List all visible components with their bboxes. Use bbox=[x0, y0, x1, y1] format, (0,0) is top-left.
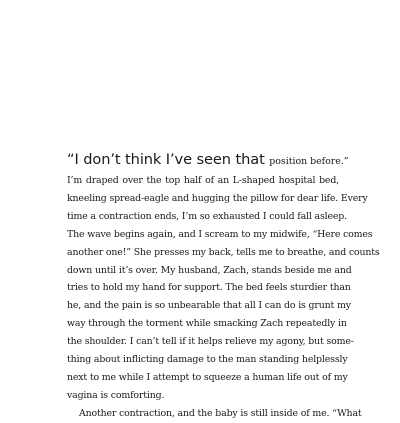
text-line: way through the torment while smacking Zach repeatedly in bbox=[67, 318, 347, 330]
text-line: Another contraction, and the baby is still inside of me. “What bbox=[79, 407, 362, 419]
opening-small-text: position before.” bbox=[269, 156, 349, 167]
chapter-text bbox=[67, 150, 380, 423]
text-line: down until it’s over. My husband, Zach, stands beside me and bbox=[67, 264, 352, 276]
opening-large-text: “I don’t think I’ve seen that bbox=[67, 151, 265, 168]
text-line: thing about inflicting damage to the man standing helplessly bbox=[67, 354, 348, 366]
text-line: I’m draped over the top half of an L-shaped hospital bed, bbox=[67, 175, 339, 186]
paragraph-1 bbox=[67, 172, 380, 405]
text-line: The wave begins again, and I scream to my midwife, “Here comes bbox=[67, 228, 373, 240]
text-line: another one!” She presses my back, tells me to breathe, and counts bbox=[67, 246, 380, 258]
text-line: time a contraction ends, I’m so exhausted I could fall asleep. bbox=[67, 210, 347, 222]
text-line: kneeling spread-eagle and hugging the pillow for dear life. Every bbox=[67, 192, 368, 204]
text-line: tries to hold my hand for support. The bed feels sturdier than bbox=[67, 282, 351, 294]
text-line: he, and the pain is so unbearable that all I can do is grunt my bbox=[67, 300, 351, 312]
opening-line bbox=[67, 150, 349, 172]
text-line: vagina is comforting. bbox=[67, 389, 165, 401]
text-line: the shoulder. I can’t tell if it helps relieve my agony, but some- bbox=[67, 336, 354, 348]
text-line: next to me while I attempt to squeeze a human life out of my bbox=[67, 371, 348, 383]
paragraph-2 bbox=[67, 405, 362, 423]
